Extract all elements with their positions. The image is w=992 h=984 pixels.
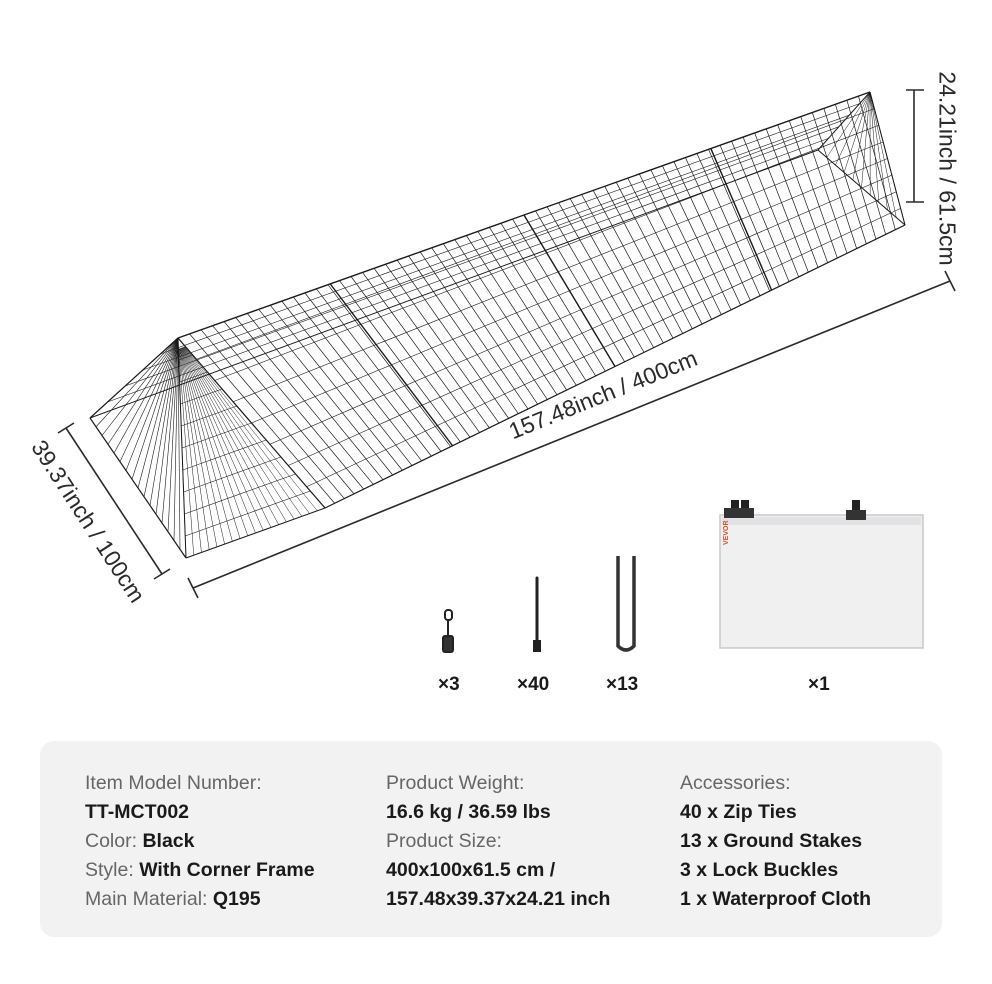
material-value: Q195 bbox=[212, 888, 261, 910]
accessories-label: Accessories: bbox=[680, 772, 791, 794]
zip-tie-icon bbox=[533, 578, 541, 652]
accessory-item: 13 x Ground Stakes bbox=[680, 830, 863, 852]
size-label: Product Size: bbox=[386, 830, 502, 852]
style-value: With Corner Frame bbox=[139, 859, 315, 881]
spec-column-1 bbox=[85, 769, 315, 914]
color-label: Color: bbox=[85, 830, 138, 852]
ground-stake-icon bbox=[618, 556, 634, 650]
weight-value: 16.6 kg / 36.59 lbs bbox=[386, 801, 551, 823]
waterproof-cloth-icon bbox=[720, 500, 923, 648]
spec-column-2 bbox=[386, 769, 610, 914]
height-dimension-line bbox=[906, 90, 924, 202]
length-dimension-label: 157.48inch / 400cm bbox=[505, 344, 701, 445]
material-label: Main Material: bbox=[85, 888, 208, 910]
spec-panel bbox=[40, 741, 942, 937]
width-dimension-label: 39.37inch / 100cm bbox=[26, 435, 151, 608]
size-value-imperial: 157.48x39.37x24.21 inch bbox=[386, 888, 611, 910]
spec-column-3 bbox=[680, 769, 871, 914]
lock-buckle-icon bbox=[443, 610, 453, 652]
size-value-metric: 400x100x61.5 cm / bbox=[386, 859, 556, 881]
vevor-logo: VEVOR bbox=[723, 520, 730, 545]
style-label: Style: bbox=[85, 859, 134, 881]
accessory-item: 1 x Waterproof Cloth bbox=[680, 888, 872, 910]
ground-stake-qty: ×13 bbox=[606, 674, 639, 695]
zip-tie-qty: ×40 bbox=[517, 674, 550, 695]
color-value: Black bbox=[142, 830, 195, 852]
lock-buckle-qty: ×3 bbox=[438, 674, 460, 695]
model-label: Item Model Number: bbox=[85, 772, 262, 794]
weight-label: Product Weight: bbox=[386, 772, 525, 794]
waterproof-cloth-qty: ×1 bbox=[808, 674, 830, 695]
accessory-item: 40 x Zip Ties bbox=[680, 801, 797, 823]
height-dimension-label: 24.21inch / 61.5cm bbox=[934, 71, 961, 266]
accessory-item: 3 x Lock Buckles bbox=[680, 859, 839, 881]
model-value: TT-MCT002 bbox=[85, 801, 190, 823]
wire-tunnel-illustration bbox=[90, 92, 905, 558]
